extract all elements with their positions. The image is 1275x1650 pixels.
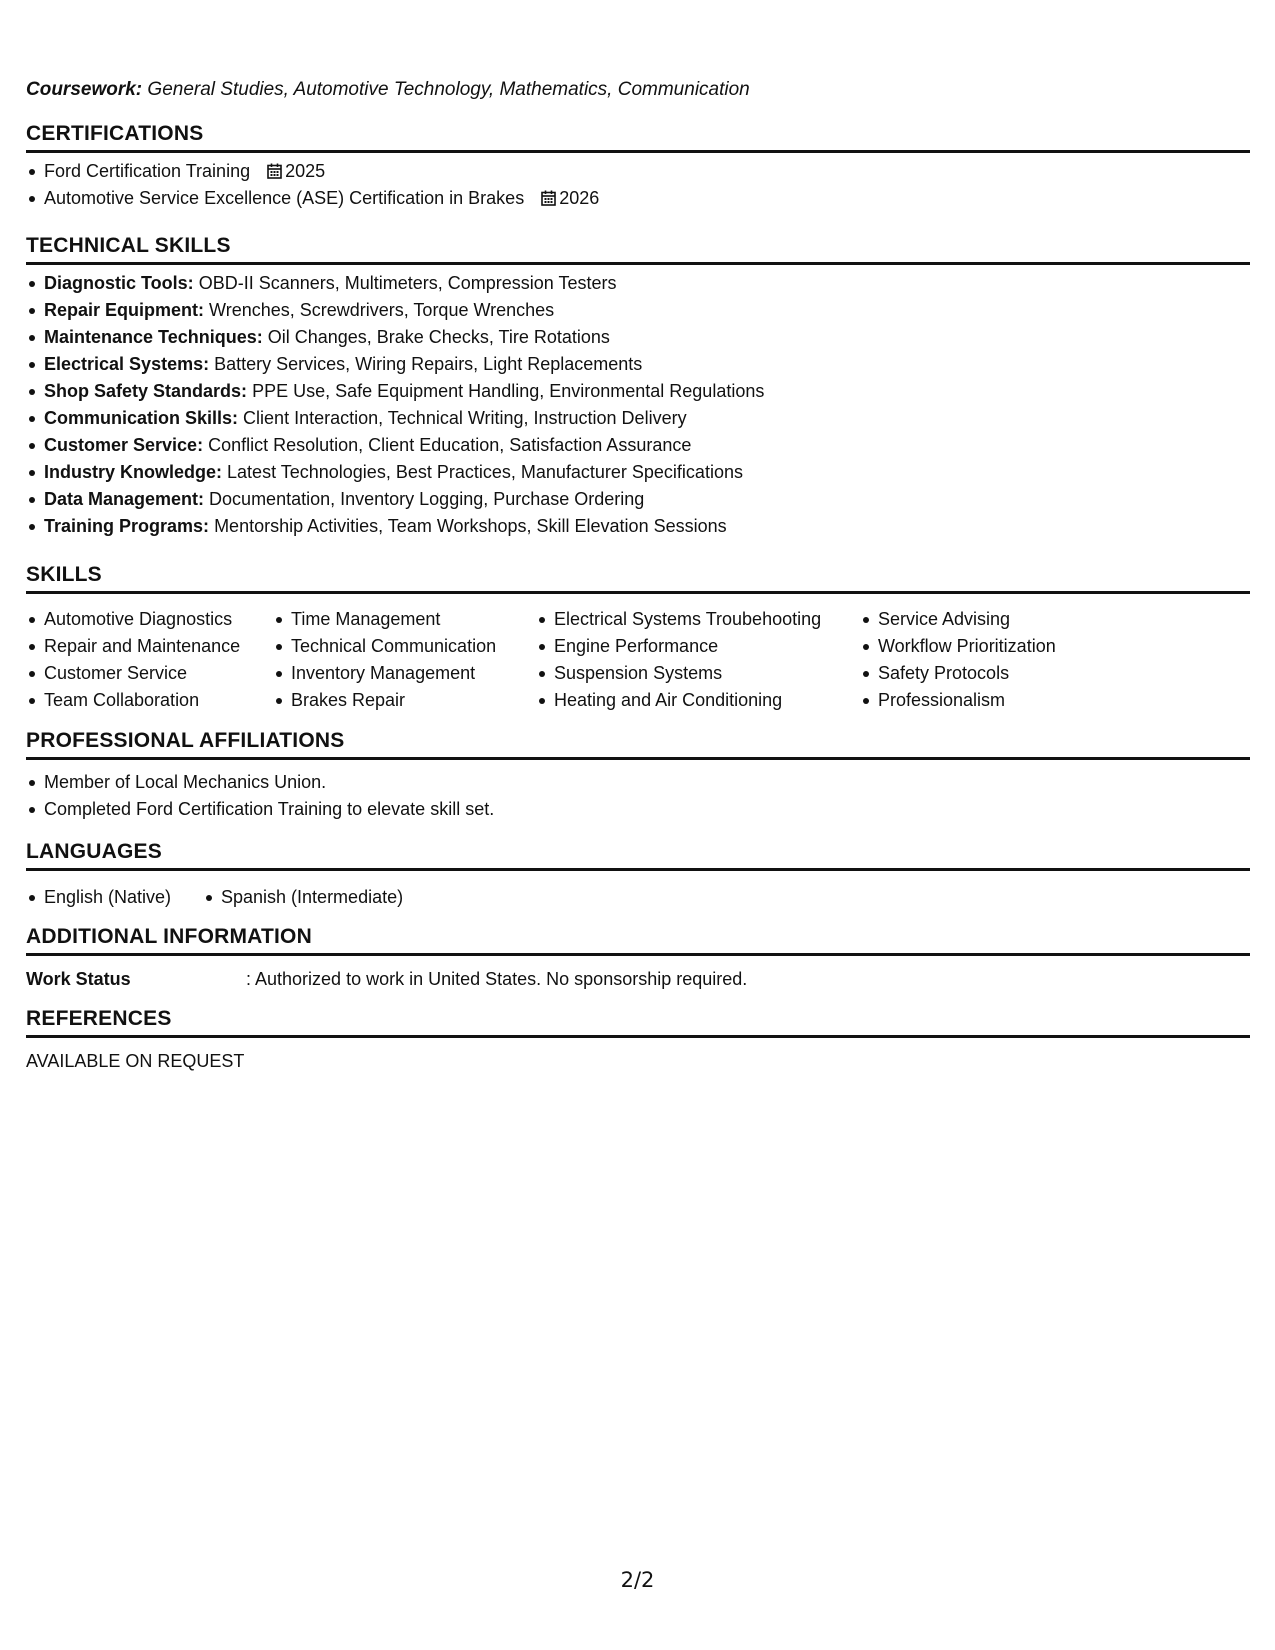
skill-item: Inventory Management bbox=[291, 660, 496, 687]
affiliations-list bbox=[26, 769, 494, 823]
technical-skill-value: Documentation, Inventory Logging, Purchase Ordering bbox=[209, 489, 645, 509]
technical-skill-value: PPE Use, Safe Equipment Handling, Environmental Regulations bbox=[252, 381, 765, 401]
certification-name: Ford Certification Training bbox=[44, 161, 251, 181]
calendar-icon bbox=[267, 163, 282, 179]
technical-skill-value: Conflict Resolution, Client Education, Satisfaction Assurance bbox=[208, 435, 692, 455]
technical-skill-value: Wrenches, Screwdrivers, Torque Wrenches bbox=[209, 300, 555, 320]
technical-skill-item bbox=[44, 378, 764, 405]
skill-item: Team Collaboration bbox=[44, 687, 240, 714]
references-text: AVAILABLE ON REQUEST bbox=[26, 1051, 245, 1071]
affiliations-heading: PROFESSIONAL AFFILIATIONS bbox=[26, 728, 1250, 760]
affiliation-item: Completed Ford Certification Training to elevate skill set. bbox=[44, 796, 494, 823]
skill-item: Brakes Repair bbox=[291, 687, 496, 714]
technical-skill-label: Data Management: bbox=[44, 489, 205, 509]
certification-date bbox=[267, 158, 325, 185]
language-item: English (Native) bbox=[44, 884, 171, 911]
skill-item: Engine Performance bbox=[554, 633, 821, 660]
technical-skill-item bbox=[44, 324, 764, 351]
technical-skills-list bbox=[26, 270, 764, 540]
coursework-line bbox=[26, 79, 750, 101]
technical-skill-item bbox=[44, 432, 764, 459]
skills-heading: SKILLS bbox=[26, 562, 1250, 594]
technical-skill-value: Oil Changes, Brake Checks, Tire Rotations bbox=[267, 327, 610, 347]
languages-heading: LANGUAGES bbox=[26, 839, 1250, 871]
technical-skill-item bbox=[44, 351, 764, 378]
certification-name: Automotive Service Excellence (ASE) Certification in Brakes bbox=[44, 188, 525, 208]
skill-item: Workflow Prioritization bbox=[878, 633, 1056, 660]
technical-skills-heading: TECHNICAL SKILLS bbox=[26, 233, 1250, 265]
calendar-icon bbox=[541, 190, 556, 206]
page-number: 2/2 bbox=[620, 1568, 655, 1592]
technical-skill-item bbox=[44, 486, 764, 513]
skill-item: Electrical Systems Troubehooting bbox=[554, 606, 821, 633]
technical-skill-value: Client Interaction, Technical Writing, Instruction Delivery bbox=[243, 408, 687, 428]
certifications-list bbox=[26, 158, 599, 212]
technical-skill-value: Mentorship Activities, Team Workshops, Skill Elevation Sessions bbox=[214, 516, 727, 536]
certification-date bbox=[541, 185, 599, 212]
technical-skill-label: Communication Skills: bbox=[44, 408, 239, 428]
technical-skill-label: Diagnostic Tools: bbox=[44, 273, 194, 293]
skill-item: Customer Service bbox=[44, 660, 240, 687]
technical-skill-label: Maintenance Techniques: bbox=[44, 327, 263, 347]
technical-skill-value: OBD-II Scanners, Multimeters, Compression Testers bbox=[198, 273, 617, 293]
certifications-heading: CERTIFICATIONS bbox=[26, 121, 1250, 153]
technical-skill-label: Customer Service: bbox=[44, 435, 204, 455]
certification-year: 2026 bbox=[559, 188, 600, 208]
work-status-label: Work Status bbox=[26, 969, 131, 989]
coursework-value: General Studies, Automotive Technology, Mathematics, Communication bbox=[147, 79, 750, 100]
work-status-row bbox=[26, 966, 747, 993]
skill-item: Heating and Air Conditioning bbox=[554, 687, 821, 714]
technical-skill-item bbox=[44, 513, 764, 540]
technical-skill-item bbox=[44, 270, 764, 297]
certification-item bbox=[44, 158, 599, 185]
skill-item: Technical Communication bbox=[291, 633, 496, 660]
work-status-value: : Authorized to work in United States. No sponsorship required. bbox=[246, 969, 748, 989]
skills-column-2 bbox=[273, 606, 496, 714]
technical-skill-label: Industry Knowledge: bbox=[44, 462, 223, 482]
skills-column-4 bbox=[860, 606, 1056, 714]
affiliation-item: Member of Local Mechanics Union. bbox=[44, 769, 494, 796]
technical-skill-label: Shop Safety Standards: bbox=[44, 381, 248, 401]
skill-item: Suspension Systems bbox=[554, 660, 821, 687]
additional-info-heading: ADDITIONAL INFORMATION bbox=[26, 924, 1250, 956]
technical-skill-value: Battery Services, Wiring Repairs, Light Replacements bbox=[214, 354, 643, 374]
technical-skill-label: Repair Equipment: bbox=[44, 300, 205, 320]
certification-year: 2025 bbox=[285, 161, 326, 181]
technical-skill-item bbox=[44, 405, 764, 432]
coursework-label: Coursework: bbox=[26, 79, 143, 100]
references-heading: REFERENCES bbox=[26, 1006, 1250, 1038]
skill-item: Professionalism bbox=[878, 687, 1056, 714]
certification-item bbox=[44, 185, 599, 212]
skill-item: Repair and Maintenance bbox=[44, 633, 240, 660]
skill-item: Automotive Diagnostics bbox=[44, 606, 240, 633]
skill-item: Safety Protocols bbox=[878, 660, 1056, 687]
skills-column-3 bbox=[536, 606, 821, 714]
technical-skill-item bbox=[44, 297, 764, 324]
skill-item: Time Management bbox=[291, 606, 496, 633]
technical-skill-item bbox=[44, 459, 764, 486]
skill-item: Service Advising bbox=[878, 606, 1056, 633]
technical-skill-label: Electrical Systems: bbox=[44, 354, 210, 374]
skills-column-1 bbox=[26, 606, 240, 714]
technical-skill-label: Training Programs: bbox=[44, 516, 210, 536]
language-item: Spanish (Intermediate) bbox=[221, 884, 403, 911]
technical-skill-value: Latest Technologies, Best Practices, Manufacturer Specifications bbox=[227, 462, 743, 482]
